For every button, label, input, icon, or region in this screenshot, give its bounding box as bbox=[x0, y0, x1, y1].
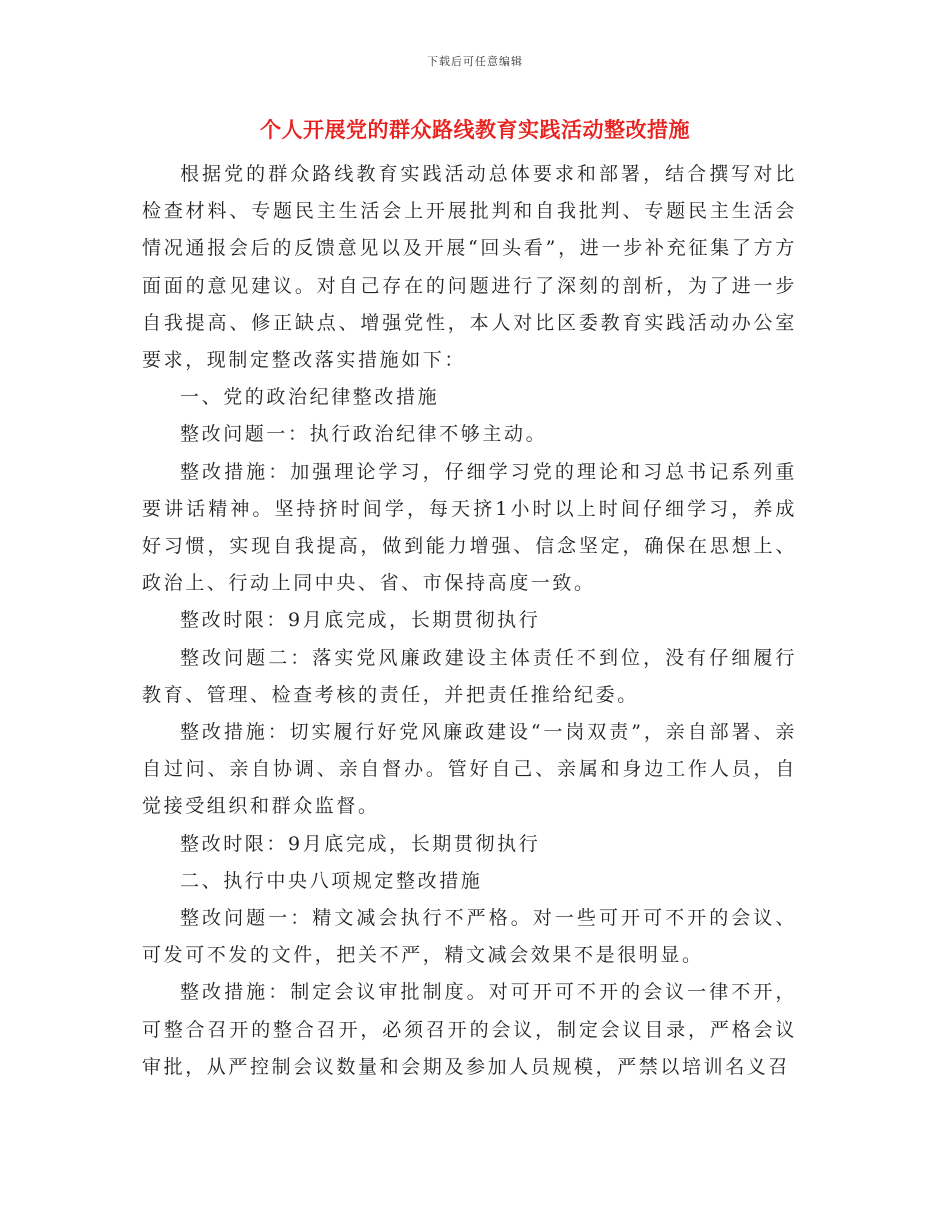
paragraph-deadline: 整改时限：9月底完成，长期贯彻执行 bbox=[180, 832, 541, 855]
paragraph-issue: 整改问题一：执行政治纪律不够主动。 bbox=[180, 423, 548, 446]
paragraph-issue: 整改问题二：落实党风廉政建设主体责任不到位，没有仔细履行教育、管理、检查考核的责任，并把责任推给纪委。 bbox=[142, 646, 797, 706]
document-title: 个人开展党的群众路线教育实践活动整改措施 bbox=[260, 117, 690, 142]
document-body bbox=[142, 156, 797, 1086]
section-heading-1: 一、党的政治纪律整改措施 bbox=[180, 386, 440, 409]
paragraph-measure: 整改措施：加强理论学习，仔细学习党的理论和习总书记系列重要讲话精神。坚持挤时间学，每天挤1小时以上时间仔细学习，养成好习惯，实现自我提高，做到能力增强、信念坚定，确保在思想上、政治上、行动上同中央、省、市保持高度一致。 bbox=[142, 460, 797, 595]
header-note: 下载后可任意编辑 bbox=[427, 55, 523, 68]
paragraph-deadline: 整改时限：9月底完成，长期贯彻执行 bbox=[180, 609, 541, 632]
paragraph-measure: 整改措施：制定会议审批制度。对可开可不开的会议一律不开，可整合召开的整合召开，必须召开的会议，制定会议目录，严格会议审批，从严控制会议数量和会期及参加人员规模，严禁以培训名义召 bbox=[142, 981, 797, 1078]
paragraph-issue: 整改问题一：精文减会执行不严格。对一些可开可不开的会议、可发可不发的文件，把关不严，精文减会效果不是很明显。 bbox=[142, 907, 797, 967]
paragraph-intro: 根据党的群众路线教育实践活动总体要求和部署，结合撰写对比检查材料、专题民主生活会上开展批判和自我批判、专题民主生活会情况通报会后的反馈意见以及开展“回头看”，进一步补充征集了方方面面的意见建议。对自己存在的问题进行了深刻的剖析，为了进一步自我提高、修正缺点、增强党性，本人对比区委教育实践活动办公室要求，现制定整改落实措施如下： bbox=[142, 163, 797, 372]
section-heading-2: 二、执行中央八项规定整改措施 bbox=[180, 869, 483, 892]
paragraph-measure: 整改措施：切实履行好党风廉政建设“一岗双责”，亲自部署、亲自过问、亲自协调、亲自督办。管好自己、亲属和身边工作人员，自觉接受组织和群众监督。 bbox=[142, 721, 797, 818]
